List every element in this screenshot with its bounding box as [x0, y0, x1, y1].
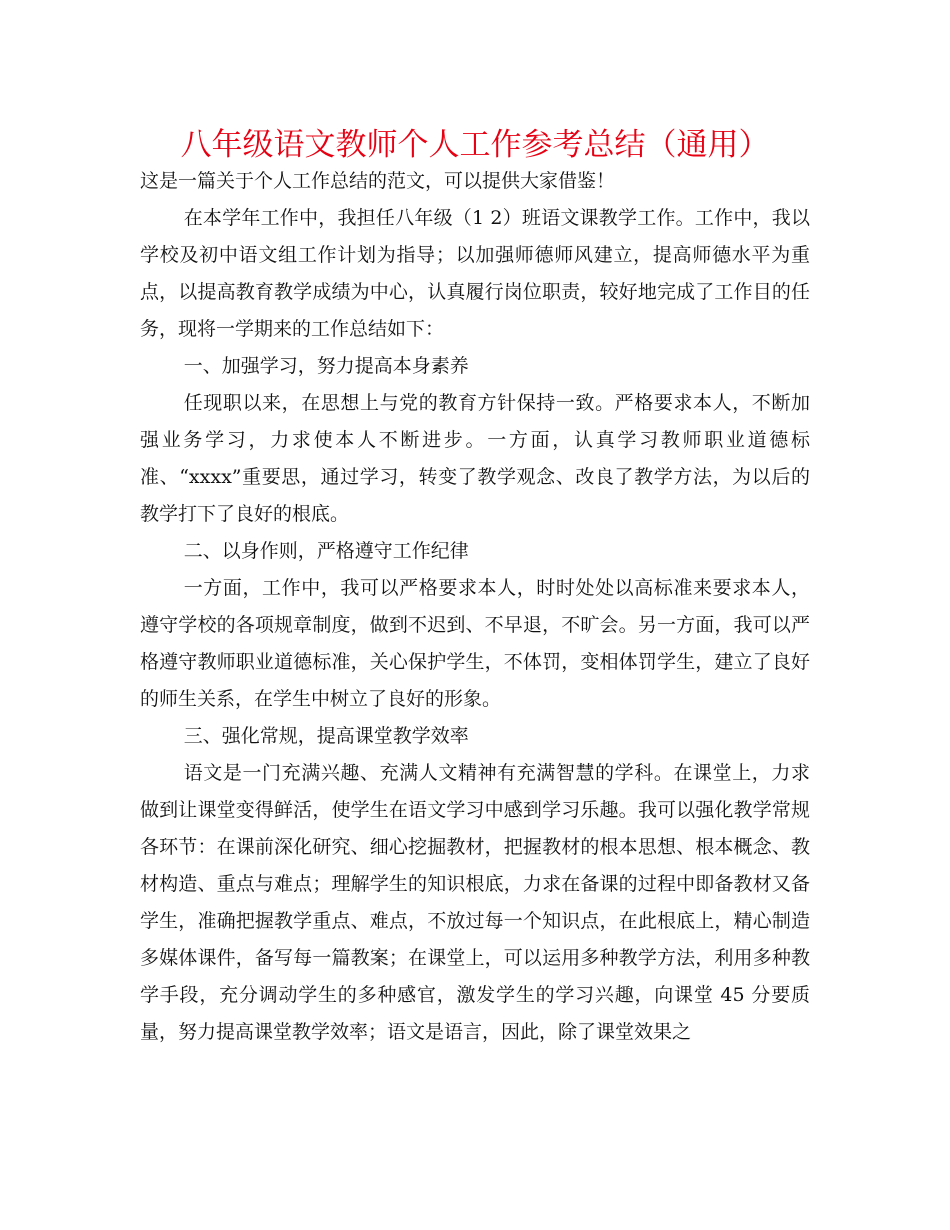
document-body: [140, 163, 810, 1051]
document-title: 八年级语文教师个人工作参考总结（通用）: [180, 127, 770, 163]
body-paragraph: 一方面，工作中，我可以严格要求本人，时时处处以高标准来要求本人，遵守学校的各项规章制度，做到不迟到、不早退，不旷会。另一方面，我可以严格遵守教师职业道德标准，关心保护学生，不体罚，变相体罚学生，建立了良好的师生关系，在学生中树立了良好的形象。: [140, 577, 810, 710]
body-paragraph: 语文是一门充满兴趣、充满人文精神有充满智慧的学科。在课堂上，力求做到让课堂变得鲜活，使学生在语文学习中感到学习乐趣。我可以强化教学常规各环节：在课前深化研究、细心挖掘教材，把握教材的根本思想、根本概念、教材构造、重点与难点；理解学生的知识根底，力求在备课的过程中即备教材又备学生，准确把握教学重点、难点，不放过每一个知识点，在此根底上，精心制造多媒体课件，备写每一篇教案；在课堂上，可以运用多种教学方法，利用多种教学手段，充分调动学生的多种感官，激发学生的学习兴趣，向课堂 45 分要质量，努力提高课堂教学效率；语文是语言，因此，除了课堂效果之: [140, 762, 810, 1043]
body-paragraph: 任现职以来，在思想上与党的教育方针保持一致。严格要求本人，不断加强业务学习，力求使本人不断进步。一方面，认真学习教师职业道德标准、“xxxx”重要思，通过学习，转变了教学观念、改良了教学方法，为以后的教学打下了良好的根底。: [140, 392, 810, 525]
section-heading-3: 三、强化常规，提高课堂教学效率: [183, 725, 469, 747]
section-heading-1: 一、加强学习，努力提高本身素养: [183, 355, 469, 377]
intro-paragraph: 这是一篇关于个人工作总结的范文，可以提供大家借鉴！: [140, 170, 616, 192]
section-heading-2: 二、以身作则，严格遵守工作纪律: [183, 540, 469, 562]
body-paragraph: 在本学年工作中，我担任八年级（1 2）班语文课教学工作。工作中，我以学校及初中语文组工作计划为指导；以加强师德师风建立，提高师德水平为重点，以提高教育教学成绩为中心，认真履行岗位职责，较好地完成了工作目的任务，现将一学期来的工作总结如下：: [140, 207, 810, 340]
